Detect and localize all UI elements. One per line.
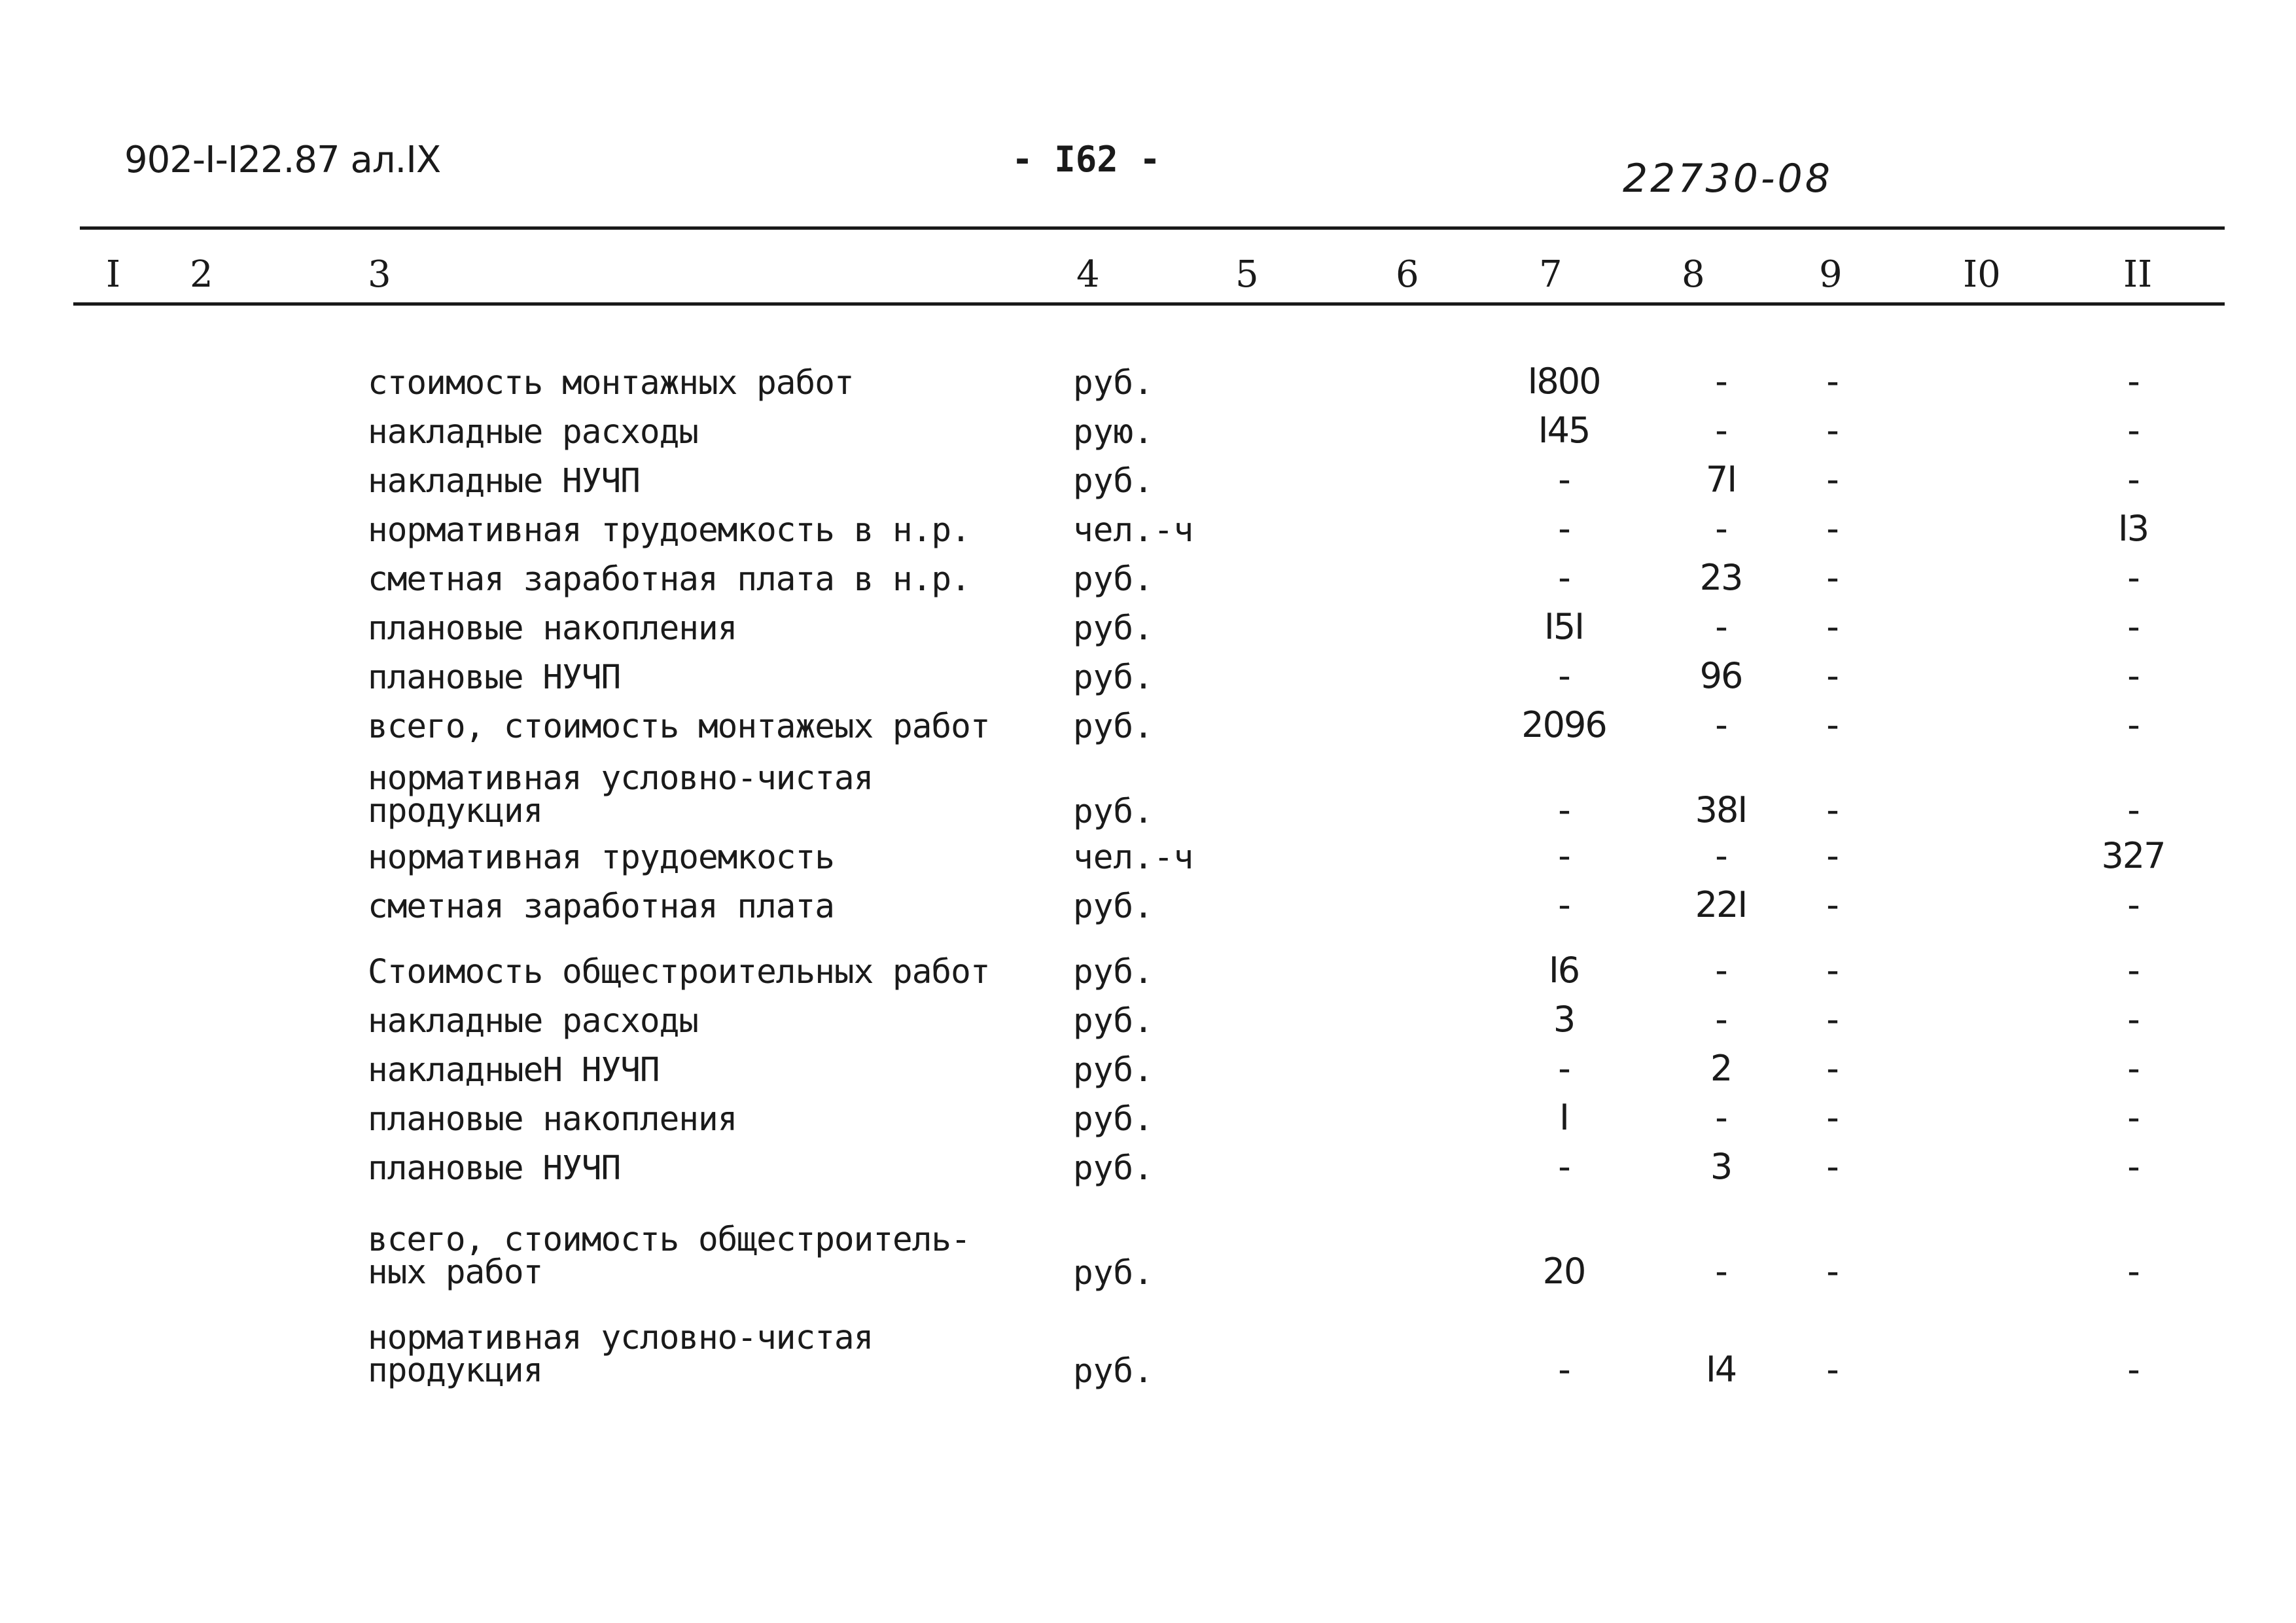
value-col-11: - (2127, 884, 2139, 925)
row-unit: руб. (1073, 609, 1154, 648)
column-header-1: I (106, 253, 121, 296)
value-col-8: 7I (1705, 459, 1737, 500)
row-description: нормативная условно-чистая продукция (368, 759, 874, 830)
value-col-11: - (2127, 1251, 2139, 1292)
row-unit: рую. (1073, 413, 1154, 452)
value-col-11: - (2127, 655, 2139, 696)
row-unit: руб. (1073, 953, 1154, 991)
row-description: нормативная трудоемкость (368, 838, 834, 877)
row-description: нормативная условно-чистая продукция (368, 1319, 874, 1390)
row-description: накладные расходы (368, 1002, 698, 1041)
value-col-7: I (1559, 1097, 1568, 1138)
value-col-8: - (1715, 1251, 1727, 1292)
value-col-9: - (1826, 1048, 1838, 1089)
value-col-11: - (2127, 606, 2139, 647)
value-col-7: - (1558, 557, 1570, 598)
value-col-11: - (2127, 789, 2139, 830)
value-col-8: - (1715, 704, 1727, 745)
column-header-6: 6 (1396, 253, 1419, 296)
row-description: плановые накопления (368, 1100, 737, 1139)
value-col-11: - (2127, 704, 2139, 745)
value-col-8: - (1715, 1097, 1727, 1138)
value-col-8: 23 (1699, 557, 1742, 598)
value-col-7: I6 (1548, 950, 1580, 991)
value-col-11: - (2127, 410, 2139, 451)
row-description: всего, стоимость монтажеых работ (368, 707, 990, 746)
row-description: плановые НУЧП (368, 658, 621, 697)
row-unit: руб. (1073, 560, 1154, 599)
value-col-7: - (1558, 459, 1570, 500)
value-col-9: - (1826, 508, 1838, 549)
row-description: нормативная трудоемкость в н.р. (368, 511, 970, 550)
value-col-9: - (1826, 835, 1838, 876)
value-col-7: - (1558, 1146, 1570, 1187)
row-description: Стоимость общестроительных работ (368, 953, 990, 991)
column-header-11: II (2123, 253, 2153, 296)
value-col-7: 3 (1553, 999, 1575, 1040)
value-col-9: - (1826, 361, 1838, 402)
row-unit: руб. (1073, 1051, 1154, 1090)
row-unit: руб. (1073, 707, 1154, 746)
row-unit: руб. (1073, 793, 1154, 831)
column-header-7: 7 (1539, 253, 1563, 296)
row-unit: руб. (1073, 1352, 1154, 1391)
value-col-9: - (1826, 557, 1838, 598)
value-col-11: I3 (2117, 508, 2149, 549)
row-description: сметная заработная плата (368, 887, 834, 926)
column-header-8: 8 (1682, 253, 1705, 296)
value-col-9: - (1826, 884, 1838, 925)
row-description: плановые накопления (368, 609, 737, 648)
value-col-9: - (1826, 950, 1838, 991)
value-col-8: 2 (1710, 1048, 1732, 1089)
row-description: накладныеН НУЧП (368, 1051, 660, 1090)
value-col-9: - (1826, 789, 1838, 830)
row-unit: руб. (1073, 658, 1154, 697)
row-description: сметная заработная плата в н.р. (368, 560, 970, 599)
value-col-8: 38I (1695, 789, 1747, 830)
table-header-rule (73, 302, 2225, 306)
column-header-4: 4 (1076, 253, 1100, 296)
value-col-7: I5I (1544, 606, 1584, 647)
value-col-7: I800 (1527, 361, 1600, 402)
row-unit: чел.-ч (1073, 838, 1194, 877)
row-description: накладные НУЧП (368, 462, 640, 501)
column-header-9: 9 (1819, 253, 1843, 296)
value-col-7: I45 (1538, 410, 1590, 451)
table-top-rule (80, 226, 2225, 230)
row-unit: руб. (1073, 364, 1154, 402)
column-header-2: 2 (190, 253, 213, 296)
value-col-11: - (2127, 1048, 2139, 1089)
row-description: всего, стоимость общестроитель- ных работ (368, 1221, 970, 1292)
row-unit: руб. (1073, 462, 1154, 501)
row-description: стоимость монтажных работ (368, 364, 854, 402)
document-code: 902-I-I22.87 ал.IX (124, 139, 441, 181)
value-col-8: I4 (1705, 1349, 1737, 1390)
row-unit: руб. (1073, 887, 1154, 926)
value-col-9: - (1826, 655, 1838, 696)
column-header-3: 3 (368, 253, 391, 296)
value-col-9: - (1826, 1251, 1838, 1292)
row-description: накладные расходы (368, 413, 698, 452)
value-col-7: 20 (1542, 1251, 1585, 1292)
value-col-8: - (1715, 410, 1727, 451)
value-col-11: - (2127, 1349, 2139, 1390)
value-col-8: - (1715, 835, 1727, 876)
value-col-9: - (1826, 1146, 1838, 1187)
value-col-7: - (1558, 508, 1570, 549)
value-col-7: - (1558, 655, 1570, 696)
value-col-9: - (1826, 999, 1838, 1040)
value-col-11: - (2127, 950, 2139, 991)
value-col-8: - (1715, 508, 1727, 549)
value-col-11: - (2127, 459, 2139, 500)
value-col-11: - (2127, 1097, 2139, 1138)
row-unit: руб. (1073, 1254, 1154, 1293)
value-col-9: - (1826, 704, 1838, 745)
row-unit: чел.-ч (1073, 511, 1194, 550)
value-col-9: - (1826, 1097, 1838, 1138)
row-description: плановые НУЧП (368, 1149, 621, 1188)
value-col-8: 96 (1699, 655, 1742, 696)
value-col-7: - (1558, 789, 1570, 830)
value-col-7: - (1558, 1349, 1570, 1390)
value-col-9: - (1826, 410, 1838, 451)
value-col-7: - (1558, 884, 1570, 925)
value-col-7: - (1558, 835, 1570, 876)
row-unit: руб. (1073, 1100, 1154, 1139)
value-col-11: - (2127, 999, 2139, 1040)
row-unit: руб. (1073, 1149, 1154, 1188)
value-col-8: - (1715, 999, 1727, 1040)
value-col-8: 3 (1710, 1146, 1732, 1187)
value-col-8: - (1715, 950, 1727, 991)
column-header-5: 5 (1235, 253, 1259, 296)
document-number: 22730-08 (1623, 156, 1833, 202)
value-col-11: 327 (2101, 835, 2165, 876)
value-col-11: - (2127, 361, 2139, 402)
value-col-9: - (1826, 459, 1838, 500)
column-header-10: I0 (1963, 253, 2001, 296)
row-unit: руб. (1073, 1002, 1154, 1041)
value-col-8: - (1715, 606, 1727, 647)
value-col-7: - (1558, 1048, 1570, 1089)
value-col-11: - (2127, 1146, 2139, 1187)
value-col-8: - (1715, 361, 1727, 402)
value-col-8: 22I (1695, 884, 1747, 925)
value-col-9: - (1826, 1349, 1838, 1390)
value-col-11: - (2127, 557, 2139, 598)
value-col-9: - (1826, 606, 1838, 647)
value-col-7: 2096 (1521, 704, 1606, 745)
page-number: - I62 - (1012, 139, 1161, 180)
